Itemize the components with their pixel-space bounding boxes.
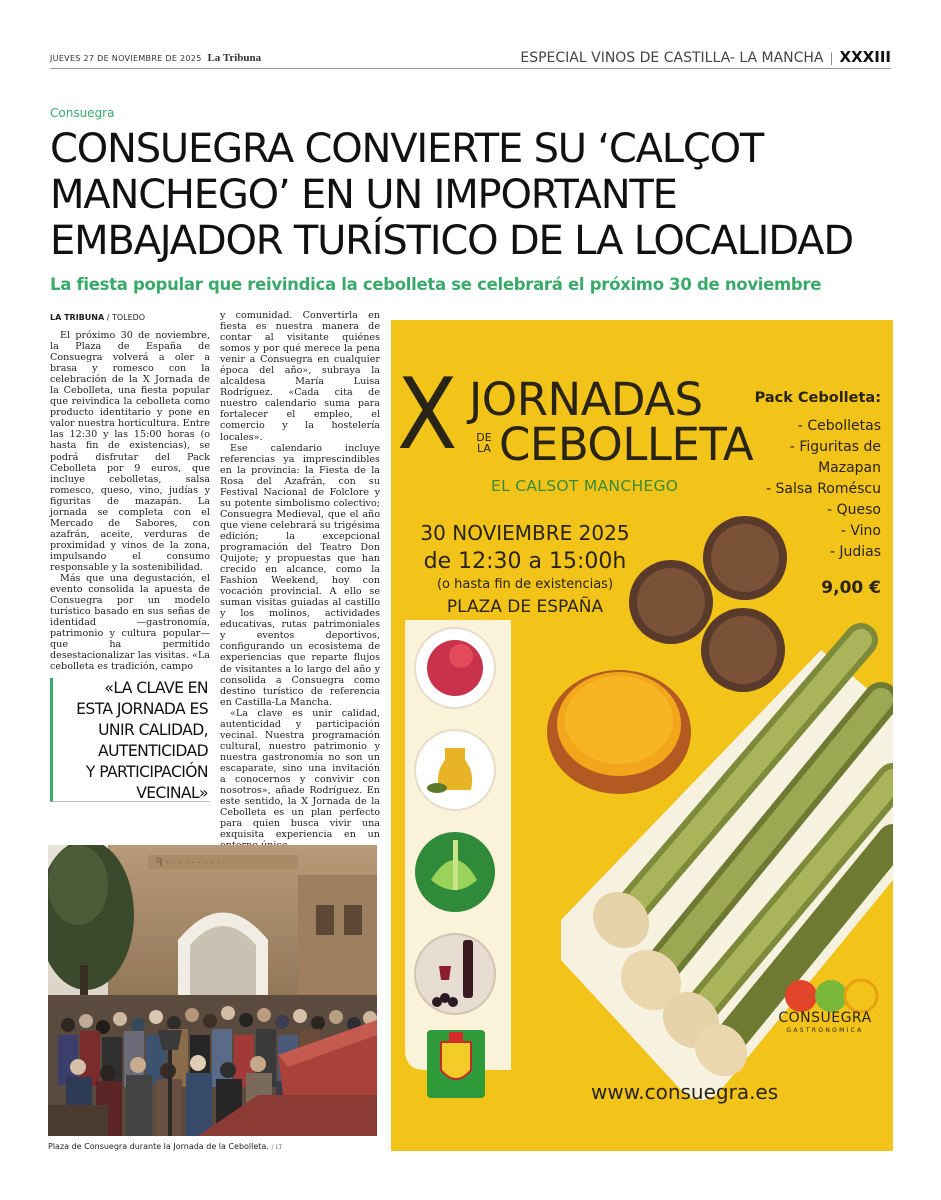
photo-caption-text: Plaza de Consuegra durante la Jornada de la Cebolleta. xyxy=(48,1142,269,1151)
article-kicker: Consuegra xyxy=(50,106,115,120)
event-poster xyxy=(391,320,893,1151)
pack-item: - Cebolletas xyxy=(797,418,881,434)
poster-title-la: LA xyxy=(477,442,491,455)
poster-website: www.consuegra.es xyxy=(591,1080,779,1104)
poster-numeral: X xyxy=(397,358,458,472)
pull-quote-line: AUTENTICIDAD xyxy=(98,742,208,760)
poster-pack-list xyxy=(766,416,881,563)
pull-quote-line: VECINAL» xyxy=(136,784,208,802)
poster-place: PLAZA DE ESPAÑA xyxy=(446,597,604,617)
header-date: JUEVES 27 DE NOVIEMBRE DE 2025 xyxy=(50,54,202,63)
pack-item: - Vino xyxy=(840,523,881,539)
pack-item: - Judias xyxy=(829,544,881,560)
pull-quote-line: ESTA JORNADA ES xyxy=(76,700,208,718)
newspaper-logo: La Tribuna xyxy=(207,52,262,64)
pack-item: - Salsa Roméscu xyxy=(766,481,881,497)
headline-line: MANCHEGO’ EN UN IMPORTANTE xyxy=(50,172,677,218)
headline-line: EMBAJADOR TURÍSTICO DE LA LOCALIDAD xyxy=(50,218,853,264)
poster-brand: CONSUEGRA xyxy=(778,1010,872,1026)
body-paragraph: «La clave es unir calidad, autenticidad y participación vecinal. Nuestra programación cultural, nuestro patrimonio y nuestra gastronomía no son un escaparate, sino una invitación a conocernos y convivir con nosotros», añade Rodríguez. En este sentido, la X Jornada de la Cebolleta es un plan perfecto para quien busca vivir una exquisita experiencia en un xyxy=(220,707,380,841)
poster-note: (o hasta fin de existencias) xyxy=(436,577,614,592)
poster-pack-title: Pack Cebolleta: xyxy=(754,390,881,406)
body-paragraph: y comunidad. Convertirla en fiesta es nuestra manera de contar al visitante quiénes somos y por qué merece la pena venir a Consuegra en cualquier época del año», subraya la alcaldesa María Luisa Rodríguez. «Cada cita de nuestro calendario suma para fortalecer el empleo, el comercio y la hostelería locales». xyxy=(220,310,380,443)
poster-subtitle: EL CALSOT MANCHEGO xyxy=(491,477,679,495)
page-number: XXXIII xyxy=(839,48,891,66)
photo-caption xyxy=(48,1142,282,1151)
byline-place: / TOLEDO xyxy=(106,313,146,322)
article-byline xyxy=(50,313,145,322)
article-headline xyxy=(50,126,895,264)
article-column-2 xyxy=(220,310,380,851)
section-name: ESPECIAL VINOS DE CASTILLA- LA MANCHA xyxy=(520,50,824,66)
body-paragraph: El próximo 30 de noviembre, la Plaza de España de Consuegra volverá a oler a brasa y romesco con la celebración de la X Jornada de la Cebolleta, una fiesta popular que reivindica la cebolleta como producto identitario y pone en valor nuestra horticultura. Entre las 12:30 y las 15:00 horas (o hasta fin de existencias), se podrá disfrutar del Pack Cebolleta por 9 euros, que incluye cebolletas, salsa romesco, queso, vino, judías y figuritas de mazapán. La jornada se completa con el Mercado de Sabores, con azafrán, aceite, verduras de proximidad y vinos de la zona, impulsando el consumo responsable y la sostenibilidad. xyxy=(50,330,210,573)
pack-item: - Figuritas de xyxy=(789,439,881,455)
header-separator: | xyxy=(829,51,834,65)
body-paragraph: Más que una degustación, el evento consolida la apuesta de Consuegra por un modelo turístico basado en sus señas de identidad —gastronomía, patrimonio y cultura popular— que ha permitido desestacionalizar las visitas. «La cebolleta es tradición, campo xyxy=(50,573,210,673)
header-date-line xyxy=(50,52,261,64)
poster-price: 9,00 € xyxy=(821,578,881,598)
svg-text:ꟻ · · · · · · · · ·: ꟻ · · · · · · · · · xyxy=(156,858,221,869)
byline-agency: LA TRIBUNA xyxy=(50,313,105,322)
poster-title-de: DE xyxy=(476,431,492,444)
header-section-line xyxy=(520,48,891,66)
photo-credit: / LT xyxy=(271,1143,283,1151)
poster-title-top: JORNADAS xyxy=(469,373,703,426)
poster-date: 30 NOVIEMBRE 2025 xyxy=(420,521,630,545)
headline-line: CONSUEGRA CONVIERTE SU ‘CALÇOT xyxy=(50,126,764,172)
pull-quote xyxy=(50,678,210,802)
pack-item: Mazapan xyxy=(818,460,881,476)
poster-title-de-la xyxy=(471,432,497,454)
pull-quote-line: UNIR CALIDAD, xyxy=(98,721,208,739)
article-subhead: La fiesta popular que reivindica la cebolleta se celebrará el próximo 30 de noviembre xyxy=(50,275,822,294)
header-rule xyxy=(50,68,891,69)
pack-item: - Queso xyxy=(827,502,881,518)
body-paragraph: Ese calendario incluye referencias ya imprescindibles en la provincia: la Fiesta de la Rosa del Azafrán, con su Festival Nacional de Folclore y su potente simbolismo colectivo; Consuegra Medieval, que el año que viene celebrará su trigésima edición; la excepcional programación del Teatro Don Quijote; y propuestas que han crecido en alcance, como la Fashion Weekend, hoy con vocación provincial. A ello se suman visitas guiadas al castillo y los molinos, actividades educativas, rutas patrimoniales y eventos deportivos, configurando un ecosistema de experiencias que reparte flujos de visitantes a lo largo del año y consolida a Consuegra como destino turístico de referencia en Castilla-La Mancha. xyxy=(220,442,381,708)
plaza-crowd-illustration xyxy=(48,845,377,1136)
poster-brand-sub: GASTRONOMICA xyxy=(786,1027,864,1034)
pull-quote-line: Y PARTICIPACIÓN xyxy=(85,763,208,781)
article-column-1 xyxy=(50,330,210,672)
pull-quote-line: «LA CLAVE EN xyxy=(104,679,208,697)
poster-title-bottom: CEBOLLETA xyxy=(499,418,754,471)
poster-time: de 12:30 a 15:00h xyxy=(423,549,627,574)
plaza-crowd-photo xyxy=(48,845,377,1136)
